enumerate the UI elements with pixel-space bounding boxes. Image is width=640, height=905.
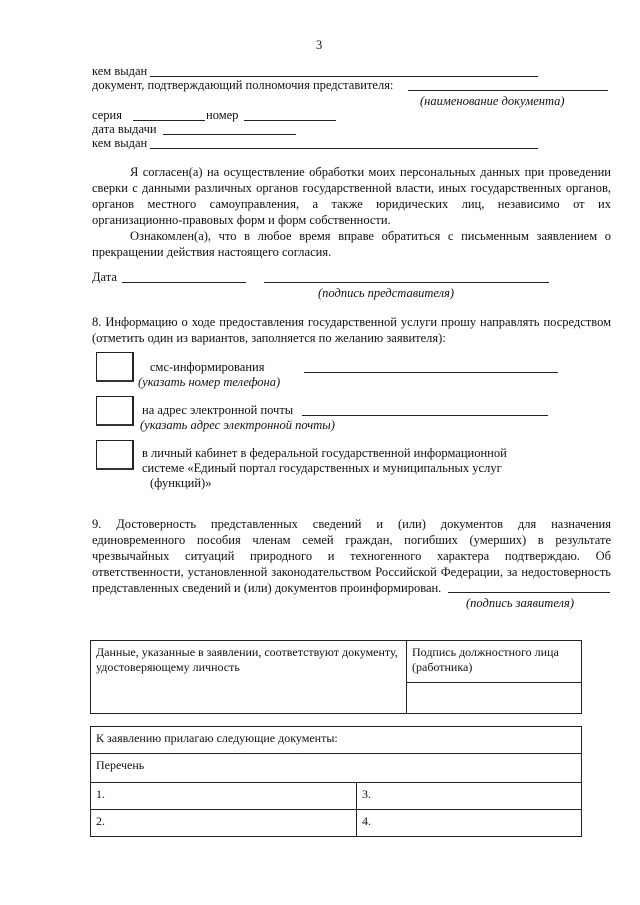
gosuslugi-option-line-2: системе «Единый портал государственных и муниципальных услуг [142, 461, 502, 475]
rep-signature-hint: (подпись представителя) [318, 286, 455, 300]
consent-block [92, 164, 611, 260]
official-signature-label: Подпись должностного лица (работника) [412, 645, 559, 674]
gosuslugi-option-line-3: (функций)» [150, 476, 212, 490]
official-signature-field[interactable] [407, 682, 582, 713]
email-option-label: на адрес электронной почты [142, 403, 294, 417]
section-8-text: 8. Информацию о ходе предоставления государственной услуги прошу направлять посредством (отметить один из вариантов, заполняется по желанию заявителя): [92, 315, 611, 345]
date-label: Дата [92, 270, 117, 284]
attachments-header-cell [91, 727, 582, 754]
rep-signature-line[interactable] [264, 282, 549, 283]
official-signature-label-cell [407, 641, 582, 683]
email-checkbox[interactable] [96, 396, 134, 426]
authority-document-hint: (наименование документа) [420, 94, 565, 108]
series-line[interactable] [133, 120, 205, 121]
number-line[interactable] [244, 120, 336, 121]
attachments-list-label-cell [91, 754, 582, 783]
issued-by-2-line[interactable] [150, 148, 538, 149]
authority-document-label: документ, подтверждающий полномочия представителя: [92, 78, 394, 92]
gosuslugi-option-line-1: в личный кабинет в федеральной государственной информационной [142, 446, 507, 460]
attachment-item-4[interactable] [357, 810, 582, 837]
phone-number-line[interactable] [304, 372, 558, 373]
attachments-table [90, 726, 582, 837]
verification-table [90, 640, 582, 714]
attachments-list-label: Перечень [96, 758, 145, 772]
attachment-item-1[interactable] [91, 783, 357, 810]
authority-document-line[interactable] [408, 90, 608, 91]
issue-date-label: дата выдачи [92, 122, 157, 136]
sms-checkbox[interactable] [96, 352, 134, 382]
sms-option-hint: (указать номер телефона) [138, 375, 281, 389]
email-line[interactable] [302, 415, 548, 416]
section-9-text: 9. Достоверность представленных сведений и (или) документов для назначения единовременного пособия членам семей граждан, погибших (умерших) в результате чрезвычайных ситуаций природного и техногенного характера подтверждаю. Об ответственности, установленной законодательством Российской Федерации, за недостоверность представленных сведений и (или) документов проинформирован. [92, 517, 611, 595]
attachment-item-1-number: 1. [96, 787, 105, 801]
consent-paragraph-2: Ознакомлен(а), что в любое время вправе обратиться с письменным заявлением о прекращении действия настоящего согласия. [92, 229, 611, 259]
attachment-item-3-number: 3. [362, 787, 371, 801]
issued-by-2-label: кем выдан [92, 136, 148, 150]
number-label: номер [206, 108, 239, 122]
attachment-item-3[interactable] [357, 783, 582, 810]
verification-left-cell [91, 641, 407, 714]
page-number: 3 [316, 38, 323, 52]
series-label: серия [92, 108, 122, 122]
consent-paragraph-1: Я согласен(а) на осуществление обработки моих персональных данных при проведении сверки с данными различных органов государственной власти, иных государственных органов, органов местного самоуправления, а также юридических лиц, независимо от их организационно-правовых форм и форм собственности. [92, 165, 611, 227]
issue-date-line[interactable] [163, 134, 296, 135]
issued-by-label: кем выдан [92, 64, 148, 78]
attachments-header: К заявлению прилагаю следующие документы: [96, 731, 338, 745]
applicant-signature-hint: (подпись заявителя) [466, 596, 574, 610]
attachment-item-2-number: 2. [96, 814, 105, 828]
verification-left-text: Данные, указанные в заявлении, соответствуют документу, удостоверяющему личность [96, 645, 398, 674]
email-option-hint: (указать адрес электронной почты) [140, 418, 335, 432]
attachment-item-2[interactable] [91, 810, 357, 837]
applicant-signature-line[interactable] [448, 592, 610, 593]
date-line[interactable] [122, 282, 246, 283]
gosuslugi-checkbox[interactable] [96, 440, 134, 470]
sms-option-label: смс-информирования [150, 360, 265, 374]
attachment-item-4-number: 4. [362, 814, 371, 828]
issued-by-line[interactable] [150, 76, 538, 77]
